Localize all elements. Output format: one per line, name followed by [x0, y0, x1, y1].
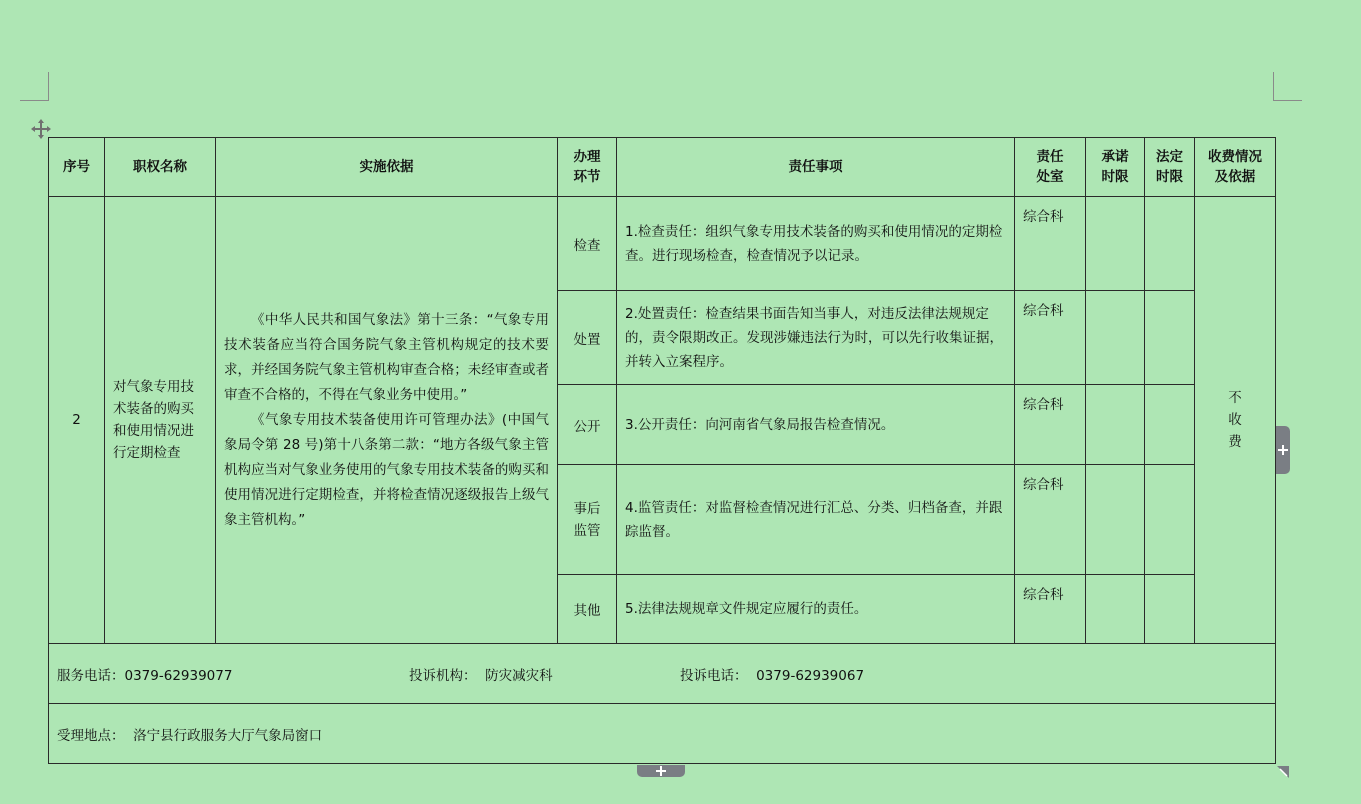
crop-mark-top-right	[1273, 100, 1302, 101]
complaint-org: 投诉机构： 防灾减灾科	[409, 667, 553, 684]
promise-time-cell	[1086, 465, 1145, 575]
office-cell: 综合科	[1015, 465, 1086, 575]
header-office: 责任 处室	[1015, 138, 1086, 197]
stage-cell: 检查	[558, 197, 617, 291]
legal-time-cell	[1145, 465, 1195, 575]
legal-time-cell	[1145, 197, 1195, 291]
legal-time-cell	[1145, 385, 1195, 465]
header-name: 职权名称	[105, 138, 216, 197]
table-row	[49, 197, 1276, 291]
duty-cell: 1.检查责任：组织气象专用技术装备的购买和使用情况的定期检查。进行现场检查，检查情况予以记录。	[617, 197, 1015, 291]
header-duty: 责任事项	[617, 138, 1015, 197]
add-column-plus-icon[interactable]	[1276, 426, 1290, 474]
promise-time-cell	[1086, 197, 1145, 291]
crop-mark-top-left	[20, 100, 49, 101]
duty-cell: 5.法律法规规章文件规定应履行的责任。	[617, 575, 1015, 644]
header-legal-time: 法定 时限	[1145, 138, 1195, 197]
complaint-phone: 投诉电话： 0379-62939067	[680, 667, 865, 684]
legal-time-cell	[1145, 291, 1195, 385]
service-phone: 服务电话：0379-62939077	[57, 667, 233, 684]
stage-cell: 事后 监管	[558, 465, 617, 575]
add-row-plus-icon[interactable]	[637, 765, 685, 777]
header-seq: 序号	[49, 138, 105, 197]
table-resize-handle-icon[interactable]	[1277, 766, 1289, 778]
address-row	[49, 704, 1276, 764]
stage-cell: 公开	[558, 385, 617, 465]
duty-cell: 2.处置责任：检查结果书面告知当事人，对违反法律法规规定的，责令限期改正。发现涉嫌违法行为时，可以先行收集证据，并转入立案程序。	[617, 291, 1015, 385]
basis-paragraph: 《气象专用技术装备使用许可管理办法》(中国气象局令第 28 号)第十八条第二款：“地方各级气象主管机构应当对气象业务使用的气象专用技术装备的购买和使用情况进行定期检查，并将检查情况逐级报告上级气象主管机构。”	[224, 411, 549, 528]
responsibility-table	[48, 137, 1276, 764]
basis-paragraph: 《中华人民共和国气象法》第十三条：“气象专用技术装备应当符合国务院气象主管机构规定的技术要求，并经国务院气象主管机构审查合格；未经审查或者审查不合格的，不得在气象业务中使用。”	[224, 311, 549, 403]
promise-time-cell	[1086, 291, 1145, 385]
stage-cell: 处置	[558, 291, 617, 385]
office-cell: 综合科	[1015, 575, 1086, 644]
duty-cell: 3.公开责任：向河南省气象局报告检查情况。	[617, 385, 1015, 465]
office-cell: 综合科	[1015, 291, 1086, 385]
office-cell: 综合科	[1015, 197, 1086, 291]
power-name-cell: 对气象专用技术装备的购买和使用情况进行定期检查	[105, 197, 216, 644]
legal-time-cell	[1145, 575, 1195, 644]
crop-mark-top-right	[1273, 72, 1274, 100]
crop-mark-top-left	[48, 72, 49, 100]
contact-cell	[49, 644, 1276, 704]
header-stage: 办理 环节	[558, 138, 617, 197]
address-cell: 受理地点： 洛宁县行政服务大厅气象局窗口	[49, 704, 1276, 764]
promise-time-cell	[1086, 385, 1145, 465]
seq-cell: 2	[49, 197, 105, 644]
basis-cell	[216, 197, 558, 644]
header-row	[49, 138, 1276, 197]
contact-row	[49, 644, 1276, 704]
duty-cell: 4.监管责任：对监督检查情况进行汇总、分类、归档备查，并跟踪监督。	[617, 465, 1015, 575]
fee-cell: 不 收 费	[1195, 197, 1276, 644]
header-fee: 收费情况 及依据	[1195, 138, 1276, 197]
header-promise-time: 承诺 时限	[1086, 138, 1145, 197]
header-basis: 实施依据	[216, 138, 558, 197]
stage-cell: 其他	[558, 575, 617, 644]
promise-time-cell	[1086, 575, 1145, 644]
office-cell: 综合科	[1015, 385, 1086, 465]
